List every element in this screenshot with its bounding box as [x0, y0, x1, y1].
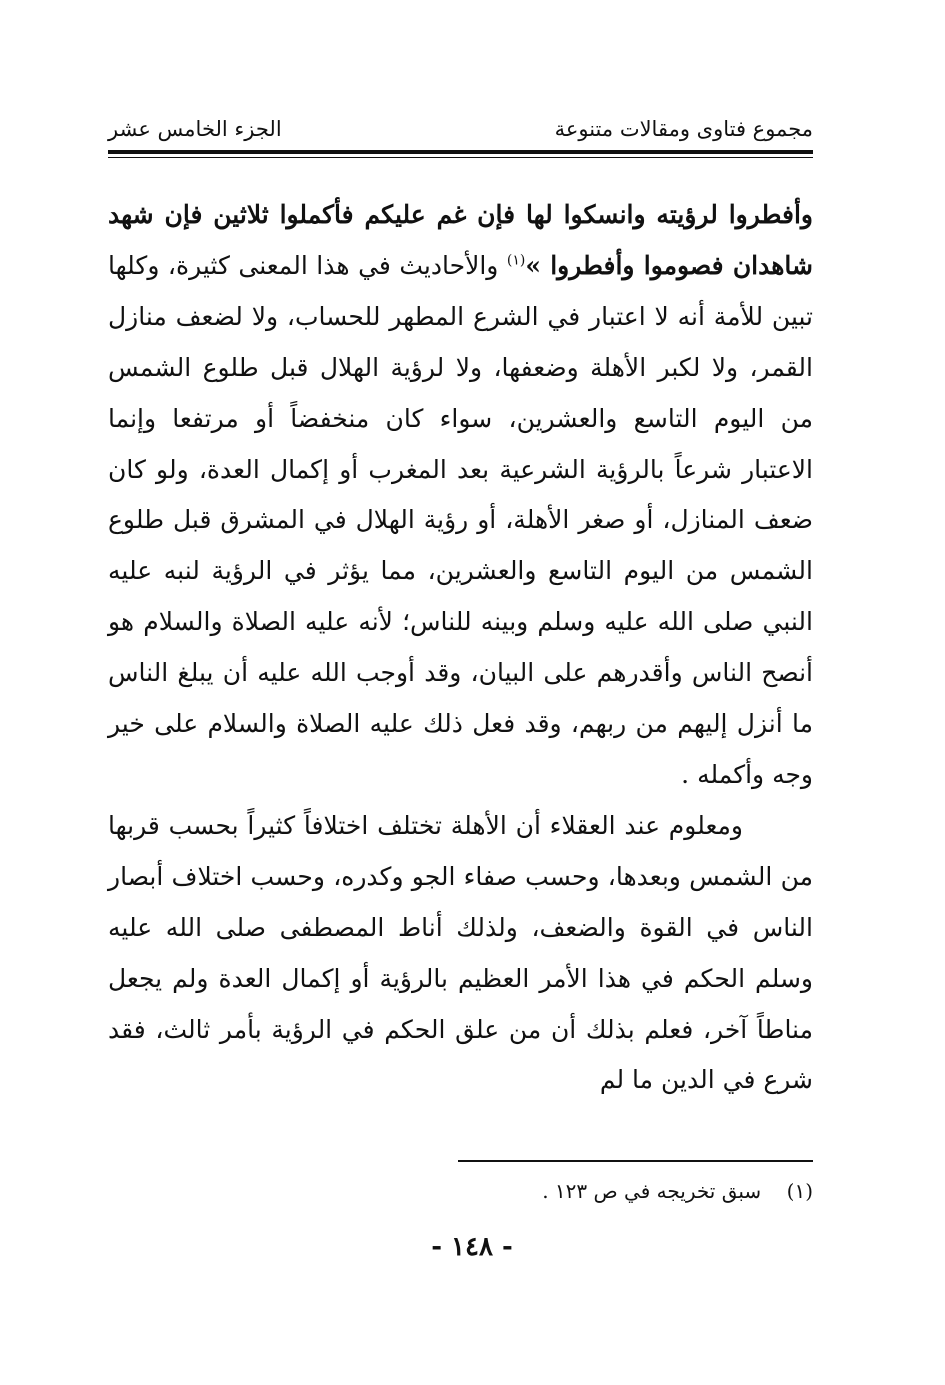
footnote-rule — [458, 1160, 813, 1162]
body-text — [108, 190, 813, 1106]
book-title: مجموع فتاوى ومقالات متنوعة — [554, 117, 813, 141]
paragraph-1 — [108, 190, 813, 801]
footnote-text: سبق تخريجه في ص ١٢٣ . — [542, 1179, 762, 1203]
header-rule-thick — [108, 150, 813, 154]
paragraph-2: ومعلوم عند العقلاء أن الأهلة تختلف اختلافاً كثيراً بحسب قربها من الشمس وبعدها، وحسب صفاء الجو وكدره، وحسب اختلاف أبصار الناس في القوة والضعف، ولذلك أناط المصطفى صلى الله عليه وسلم الحكم في هذا الأمر العظيم بالرؤية أو إكمال العدة ولم يجعل مناطاً آخر، فعلم بذلك أن من علق الحكم في الرؤية بأمر ثالث، فقد شرع في الدين ما لم — [108, 810, 813, 1095]
page-number: - ١٤٨ - — [431, 1232, 513, 1262]
header-rule-thin — [108, 157, 813, 158]
footnote-reference[interactable]: (١) — [506, 252, 526, 269]
footnote-marker: (١) — [786, 1179, 813, 1203]
paragraph-1-text: والأحاديث في هذا المعنى كثيرة، وكلها تبين للأمة أنه لا اعتبار في الشرع المطهر للحساب، ولا لضعف منازل القمر، ولا لكبر الأهلة وضعفها، ولا لرؤية الهلال قبل طلوع الشمس من اليوم التاسع والعشرين، سواء كان منخفضاً أو مرتفعا وإنما الاعتبار شرعاً بالرؤية الشرعية بعد المغرب أو إكمال العدة، ولو كان ضعف المنازل، أو صغر الأهلة، أو رؤية الهلال في المشرق قبل طلوع الشمس من اليوم التاسع والعشرين، مما يؤثر في الرؤية لنبه عليه النبي صلى الله عليه وسلم وبينه للناس؛ لأنه عليه الصلاة والسلام هو أنصح الناس وأقدرهم على البيان، وقد أوجب الله عليه أن يبلغ الناس ما أنزل إليهم من ربهم، وقد فعل ذلك عليه الصلاة والسلام على خير وجه وأكمله . — [108, 250, 813, 789]
footnote — [300, 1176, 813, 1206]
running-header — [108, 112, 813, 146]
hadith-quote: وأفطروا لرؤيته وانسكوا لها فإن غم عليكم فأكملوا ثلاثين فإن شهد شاهدان فصوموا وأفطروا » — [108, 200, 813, 280]
volume-label: الجزء الخامس عشر — [108, 117, 282, 141]
